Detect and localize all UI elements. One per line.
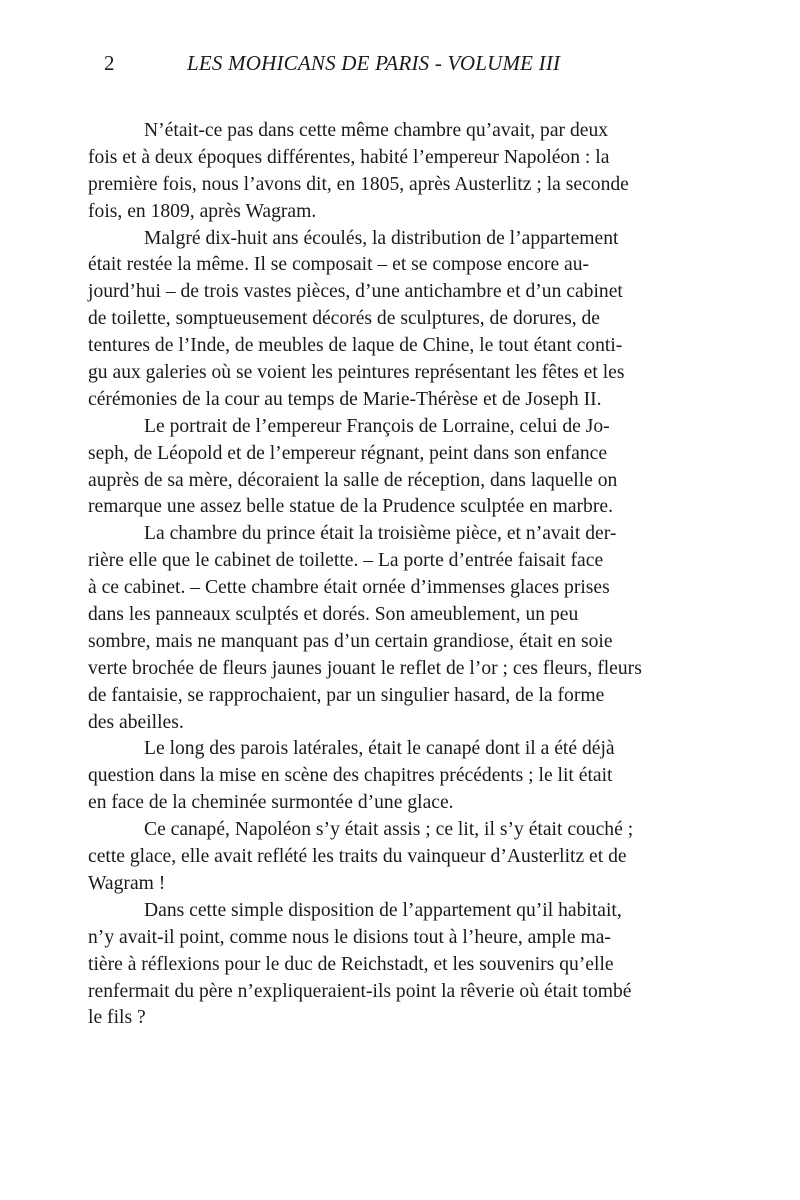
text-line: seph, de Léopold et de l’empereur régnant, peint dans son enfance: [88, 442, 608, 464]
body-text: [88, 118, 642, 1032]
text-line: remarque une assez belle statue de la Prudence sculptée en marbre.: [88, 496, 613, 518]
text-line: Dans cette simple disposition de l’appartement qu’il habitait,: [144, 899, 622, 921]
text-line: des abeilles.: [88, 711, 184, 733]
text-line: rière elle que le cabinet de toilette. – La porte d’entrée faisait face: [88, 550, 604, 572]
text-line: Le long des parois latérales, était le canapé dont il a été déjà: [144, 738, 615, 760]
text-line: Ce canapé, Napoléon s’y était assis ; ce lit, il s’y était couché ;: [144, 819, 634, 841]
text-line: auprès de sa mère, décoraient la salle de réception, dans laquelle on: [88, 469, 618, 491]
text-line: première fois, nous l’avons dit, en 1805, après Austerlitz ; la seconde: [88, 173, 629, 195]
text-line: Malgré dix-huit ans écoulés, la distribution de l’appartement: [144, 227, 619, 249]
text-line: fois et à deux époques différentes, habité l’empereur Napoléon : la: [88, 146, 610, 168]
text-line: jourd’hui – de trois vastes pièces, d’une antichambre et d’un cabinet: [88, 281, 623, 303]
text-line: dans les panneaux sculptés et dorés. Son ameublement, un peu: [88, 604, 579, 626]
text-line: gu aux galeries où se voient les peintures représentant les fêtes et les: [88, 362, 625, 384]
page-header: [104, 48, 600, 78]
running-title: LES MOHICANS DE PARIS - VOLUME III: [187, 51, 561, 75]
page-number: 2: [104, 51, 115, 75]
text-line: N’était-ce pas dans cette même chambre qu’avait, par deux: [144, 120, 609, 141]
text-line: verte brochée de fleurs jaunes jouant le reflet de l’or ; ces fleurs, fleurs: [88, 657, 642, 679]
text-line: tière à réflexions pour le duc de Reichstadt, et les souvenirs qu’elle: [88, 953, 614, 975]
text-line: de toilette, somptueusement décorés de sculptures, de dorures, de: [88, 308, 601, 330]
text-line: en face de la cheminée surmontée d’une glace.: [88, 792, 454, 814]
text-line: Le portrait de l’empereur François de Lorraine, celui de Jo-: [144, 415, 610, 437]
text-line: La chambre du prince était la troisième pièce, et n’avait der-: [144, 523, 617, 545]
text-line: fois, en 1809, après Wagram.: [88, 200, 317, 222]
text-line: le fils ?: [88, 1007, 146, 1029]
text-line: question dans la mise en scène des chapitres précédents ; le lit était: [88, 765, 613, 787]
text-line: n’y avait-il point, comme nous le disions tout à l’heure, ample ma-: [88, 926, 611, 948]
text-line: tentures de l’Inde, de meubles de laque de Chine, le tout étant conti-: [88, 335, 623, 357]
text-line: Wagram !: [88, 872, 166, 894]
text-line: sombre, mais ne manquant pas d’un certain grandiose, était en soie: [88, 630, 613, 652]
text-line: cette glace, elle avait reflété les traits du vainqueur d’Austerlitz et de: [88, 846, 627, 868]
text-line: de fantaisie, se rapprochaient, par un singulier hasard, de la forme: [88, 684, 605, 706]
text-line: était restée la même. Il se composait – et se compose encore au-: [88, 254, 590, 276]
text-line: cérémonies de la cour au temps de Marie-Thérèse et de Joseph II.: [88, 388, 602, 410]
text-line: à ce cabinet. – Cette chambre était ornée d’immenses glaces prises: [88, 577, 610, 599]
text-line: renfermait du père n’expliqueraient-ils point la rêverie où était tombé: [88, 980, 632, 1002]
